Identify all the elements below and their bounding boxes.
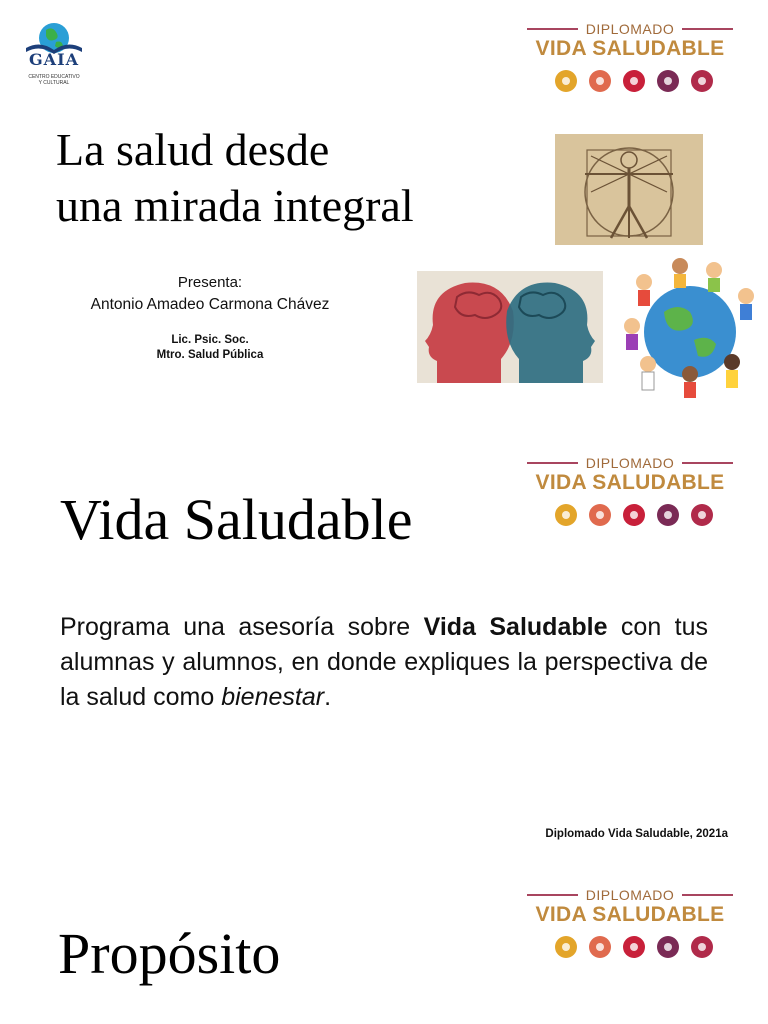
- people-icon: [657, 504, 679, 526]
- credentials: Lic. Psic. Soc. Mtro. Salud Pública: [156, 334, 264, 361]
- badge-title: VIDA SALUDABLE: [535, 471, 725, 494]
- sun-icon: [555, 70, 577, 92]
- slide2-footnote: Diplomado Vida Saludable, 2021a: [545, 828, 728, 840]
- badge-small-text: DIPLOMADO: [585, 455, 675, 471]
- presenter-name: Antonio Amadeo Carmona Chávez: [90, 296, 330, 313]
- slide2-body: Programa una asesoría sobre Vida Saludable con tus alumnas y alumnos, en donde expliques la perspectiva de la salud como bienestar.: [60, 613, 708, 711]
- slide1-title: La salud desde una mirada integral: [56, 124, 414, 231]
- brain-icon: [691, 936, 713, 958]
- moon-icon: [623, 504, 645, 526]
- vitruvian-man-image: [555, 134, 703, 245]
- diplomado-badge: [527, 20, 733, 100]
- moon-icon: [623, 936, 645, 958]
- diplomado-badge: [527, 886, 733, 966]
- sun-icon: [555, 504, 577, 526]
- apple-icon: [589, 504, 611, 526]
- brain-icon: [691, 504, 713, 526]
- people-icon: [657, 936, 679, 958]
- slide3-title: Propósito: [58, 921, 281, 986]
- moon-icon: [623, 70, 645, 92]
- badge-small-text: DIPLOMADO: [585, 887, 675, 903]
- badge-title: VIDA SALUDABLE: [535, 903, 725, 926]
- children-around-globe-image: [614, 252, 764, 404]
- badge-title: VIDA SALUDABLE: [535, 37, 725, 60]
- logo-tagline: CENTRO EDUCATIVO Y CULTURAL: [28, 74, 80, 86]
- presenter-block: [70, 272, 350, 316]
- logo-name: GAIA: [29, 50, 79, 69]
- apple-icon: [589, 70, 611, 92]
- apple-icon: [589, 936, 611, 958]
- two-heads-brains-image: [417, 271, 603, 383]
- people-icon: [657, 70, 679, 92]
- brain-icon: [691, 70, 713, 92]
- slide2-title: Vida Saludable: [60, 487, 413, 552]
- diplomado-badge: [527, 454, 733, 534]
- badge-small-text: DIPLOMADO: [585, 21, 675, 37]
- sun-icon: [555, 936, 577, 958]
- presenta-label: Presenta:: [177, 274, 243, 291]
